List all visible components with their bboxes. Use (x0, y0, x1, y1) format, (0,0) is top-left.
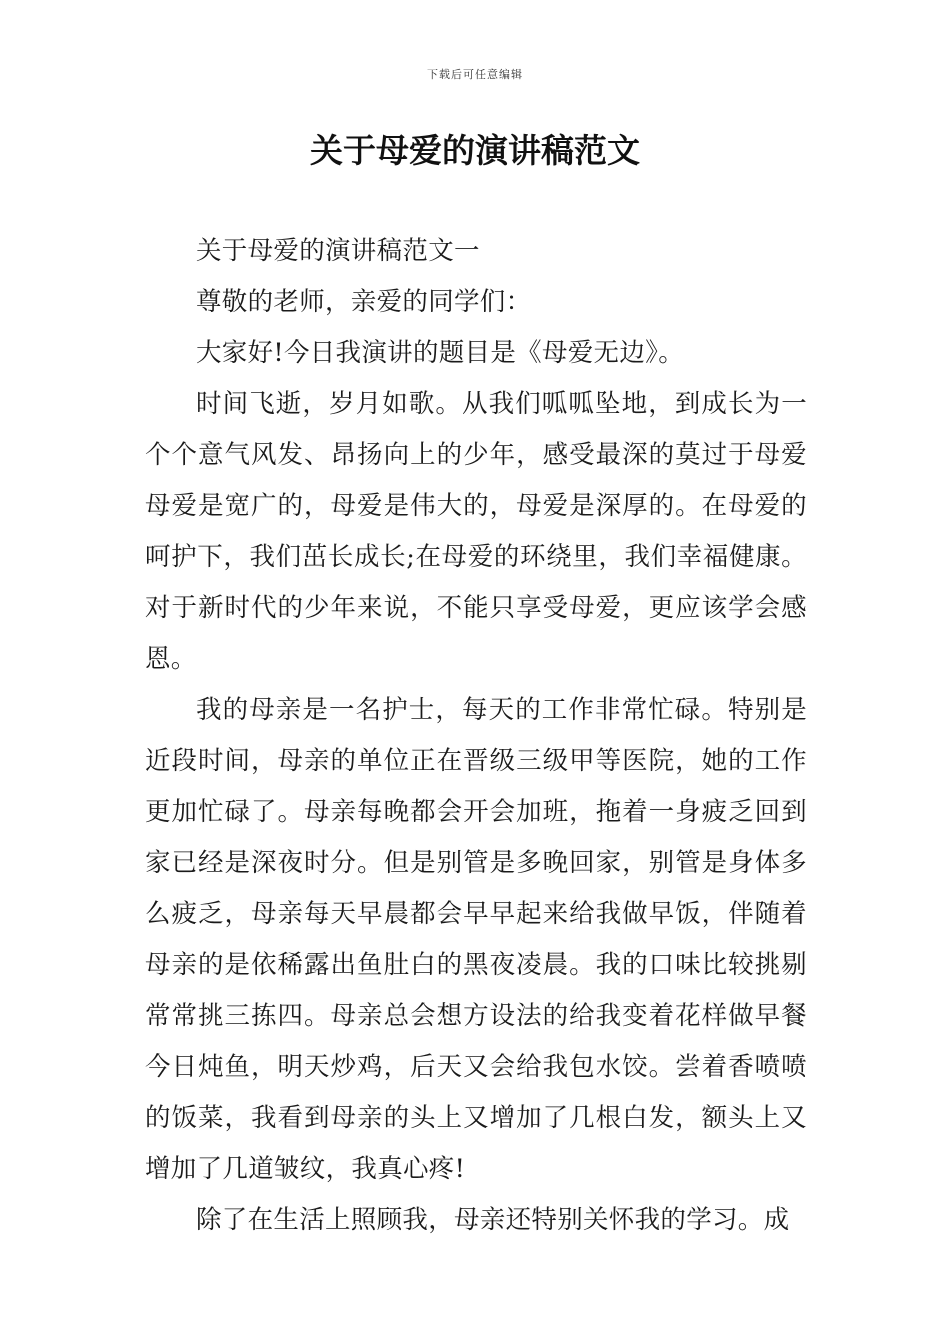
document-title: 关于母爱的演讲稿范文 (310, 131, 640, 170)
paragraph-body: 我的母亲是一名护士，每天的工作非常忙碌。特别是近段时间，母亲的单位正在晋级三级甲等医院，她的工作更加忙碌了。母亲每晚都会开会加班，拖着一身疲乏回到家已经是深夜时分。但是别管是多晚回家，别管是身体多么疲乏，母亲每天早晨都会早早起来给我做早饭，伴随着母亲的是依稀露出鱼肚白的黑夜凌晨。我的口味比较挑剔常常挑三拣四。母亲总会想方设法的给我变着花样做早餐今日炖鱼，明天炒鸡，后天又会给我包水饺。尝着香喷喷的饭菜，我看到母亲的头上又增加了几根白发，额头上又增加了几道皱纹，我真心疼! (145, 695, 807, 1184)
paragraph-greeting: 大家好!今日我演讲的题目是《母爱无边》。 (196, 338, 684, 368)
paragraph-body: 时间飞逝，岁月如歌。从我们呱呱坠地，到成长为一个个意气风发、昂扬向上的少年，感受最深的莫过于母爱母爱是宽广的，母爱是伟大的，母爱是深厚的。在母爱的呵护下，我们茁长成长;在母爱的环绕里，我们幸福健康。对于新时代的少年来说，不能只享受母爱，更应该学会感恩。 (145, 389, 807, 674)
paragraph-body: 除了在生活上照顾我，母亲还特别关怀我的学习。成 (196, 1205, 790, 1235)
header-note: 下载后可任意编辑 (427, 68, 523, 81)
document-body (145, 226, 807, 1246)
paragraph-salutation: 尊敬的老师，亲爱的同学们： (196, 287, 532, 317)
paragraph-subtitle: 关于母爱的演讲稿范文一 (196, 236, 480, 266)
